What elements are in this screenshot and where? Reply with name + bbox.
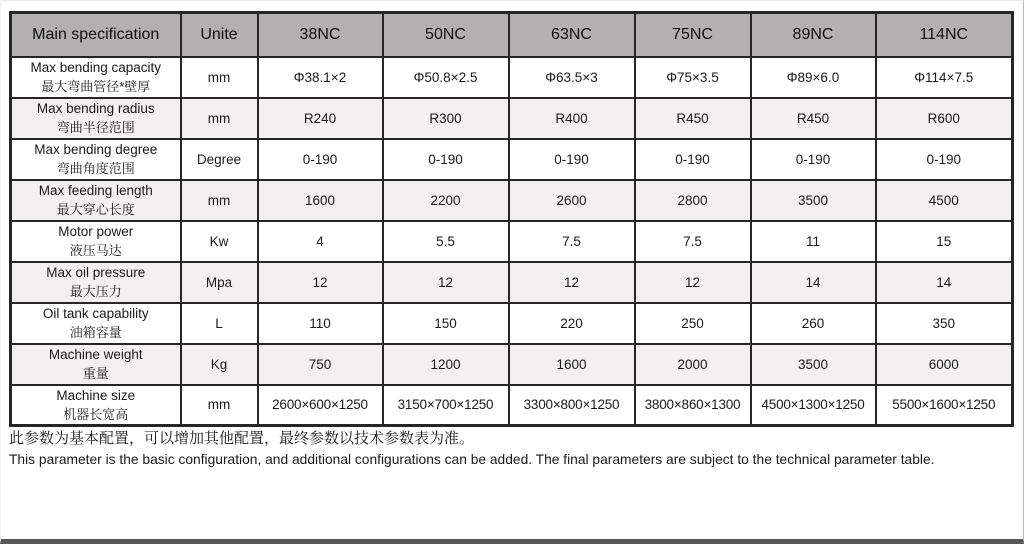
value-cell: 2800 [635, 180, 751, 221]
value-cell: R450 [635, 98, 751, 139]
value-cell: 4 [258, 221, 383, 262]
row-label-cell [11, 98, 181, 139]
table-row [11, 98, 1013, 139]
unit-cell: mm [181, 98, 258, 139]
value-cell: 3500 [751, 344, 876, 385]
row-label-zh: 重量 [82, 366, 109, 381]
value-cell: 1600 [509, 344, 635, 385]
table-row [11, 262, 1013, 303]
row-label-en: Motor power [58, 224, 134, 239]
table-header-row [11, 13, 1013, 57]
row-label-cell [11, 139, 181, 180]
value-cell: 0-190 [635, 139, 751, 180]
value-cell: 7.5 [635, 221, 751, 262]
value-cell: R600 [876, 98, 1013, 139]
value-cell: 3500 [751, 180, 876, 221]
table-row [11, 344, 1013, 385]
row-label-zh: 最大穿心长度 [56, 202, 135, 217]
value-cell: 4500 [876, 180, 1013, 221]
row-label-zh: 最大弯曲管径*壁厚 [41, 79, 151, 94]
value-cell: 6000 [876, 344, 1013, 385]
value-cell: Φ50.8×2.5 [383, 57, 509, 98]
value-cell: 150 [383, 303, 509, 344]
value-cell: 1600 [258, 180, 383, 221]
row-label-en: Max bending capacity [30, 60, 162, 75]
value-cell: 250 [635, 303, 751, 344]
table-row [11, 221, 1013, 262]
row-label-cell [11, 180, 181, 221]
row-label-cell [11, 344, 181, 385]
value-cell: 260 [751, 303, 876, 344]
row-label-zh: 液压马达 [69, 243, 122, 258]
value-cell: 5500×1600×1250 [876, 385, 1013, 426]
footer-note-en: This parameter is the basic configuration, and additional configurations can be added. The final parameters are subject to the technical parameter table. [9, 452, 935, 467]
value-cell: 0-190 [509, 139, 635, 180]
row-label-en: Max oil pressure [46, 265, 146, 280]
header-cell-model: 114NC [876, 13, 1013, 57]
value-cell: 2200 [383, 180, 509, 221]
value-cell: 7.5 [509, 221, 635, 262]
row-label-en: Max bending radius [36, 101, 155, 116]
row-label-cell [11, 57, 181, 98]
table-row [11, 180, 1013, 221]
row-label-zh: 弯曲角度范围 [56, 161, 135, 176]
table-row [11, 385, 1013, 426]
row-label-cell [11, 262, 181, 303]
footer-note-zh: 此参数为基本配置，可以增加其他配置，最终参数以技术参数表为准。 [9, 430, 475, 447]
value-cell: R300 [383, 98, 509, 139]
header-cell-model: 63NC [509, 13, 635, 57]
table-row [11, 139, 1013, 180]
value-cell: 2600 [509, 180, 635, 221]
value-cell: 12 [258, 262, 383, 303]
unit-cell: Kw [181, 221, 258, 262]
value-cell: 5.5 [383, 221, 509, 262]
value-cell: 0-190 [876, 139, 1013, 180]
value-cell: Φ63.5×3 [509, 57, 635, 98]
unit-cell: Kg [181, 344, 258, 385]
unit-cell: mm [181, 180, 258, 221]
value-cell: 3800×860×1300 [635, 385, 751, 426]
value-cell: 12 [383, 262, 509, 303]
value-cell: R450 [751, 98, 876, 139]
value-cell: 14 [751, 262, 876, 303]
value-cell: 110 [258, 303, 383, 344]
spec-table-body [11, 57, 1013, 426]
value-cell: 12 [509, 262, 635, 303]
row-label-en: Max feeding length [38, 183, 153, 198]
unit-cell: Mpa [181, 262, 258, 303]
row-label-zh: 油箱容量 [69, 325, 122, 340]
value-cell: 15 [876, 221, 1013, 262]
value-cell: 4500×1300×1250 [751, 385, 876, 426]
unit-cell: L [181, 303, 258, 344]
row-label-zh: 机器长宽高 [63, 406, 129, 422]
unit-cell: mm [181, 385, 258, 426]
value-cell: 750 [258, 344, 383, 385]
row-label-zh: 弯曲半径范围 [56, 120, 135, 135]
unit-cell: Degree [181, 139, 258, 180]
value-cell: 14 [876, 262, 1013, 303]
value-cell: R240 [258, 98, 383, 139]
row-label-en: Max bending degree [34, 142, 158, 157]
header-cell-model: 89NC [751, 13, 876, 57]
row-label-en: Oil tank capability [42, 306, 149, 321]
row-label-cell [11, 385, 181, 426]
value-cell: R400 [509, 98, 635, 139]
value-cell: 3300×800×1250 [509, 385, 635, 426]
value-cell: Φ38.1×2 [258, 57, 383, 98]
value-cell: 0-190 [751, 139, 876, 180]
value-cell: Φ75×3.5 [635, 57, 751, 98]
value-cell: 1200 [383, 344, 509, 385]
unit-cell: mm [181, 57, 258, 98]
value-cell: 2600×600×1250 [258, 385, 383, 426]
value-cell: 3150×700×1250 [383, 385, 509, 426]
header-cell-model: 75NC [635, 13, 751, 57]
row-label-cell [11, 303, 181, 344]
row-label-cell [11, 221, 181, 262]
row-label-zh: 最大压力 [69, 284, 122, 299]
footer-notes [9, 429, 1023, 468]
table-row [11, 303, 1013, 344]
value-cell: 0-190 [258, 139, 383, 180]
value-cell: 2000 [635, 344, 751, 385]
row-label-en: Machine size [56, 387, 136, 403]
spec-table [9, 11, 1014, 427]
value-cell: 350 [876, 303, 1013, 344]
header-cell-model: 50NC [383, 13, 509, 57]
value-cell: 12 [635, 262, 751, 303]
value-cell: 11 [751, 221, 876, 262]
row-label-en: Machine weight [48, 347, 143, 362]
header-cell-spec: Main specification [11, 13, 181, 57]
header-cell-model: 38NC [258, 13, 383, 57]
value-cell: 0-190 [383, 139, 509, 180]
value-cell: Φ89×6.0 [751, 57, 876, 98]
value-cell: 220 [509, 303, 635, 344]
header-cell-unit: Unite [181, 13, 258, 57]
table-row [11, 57, 1013, 98]
value-cell: Φ114×7.5 [876, 57, 1013, 98]
